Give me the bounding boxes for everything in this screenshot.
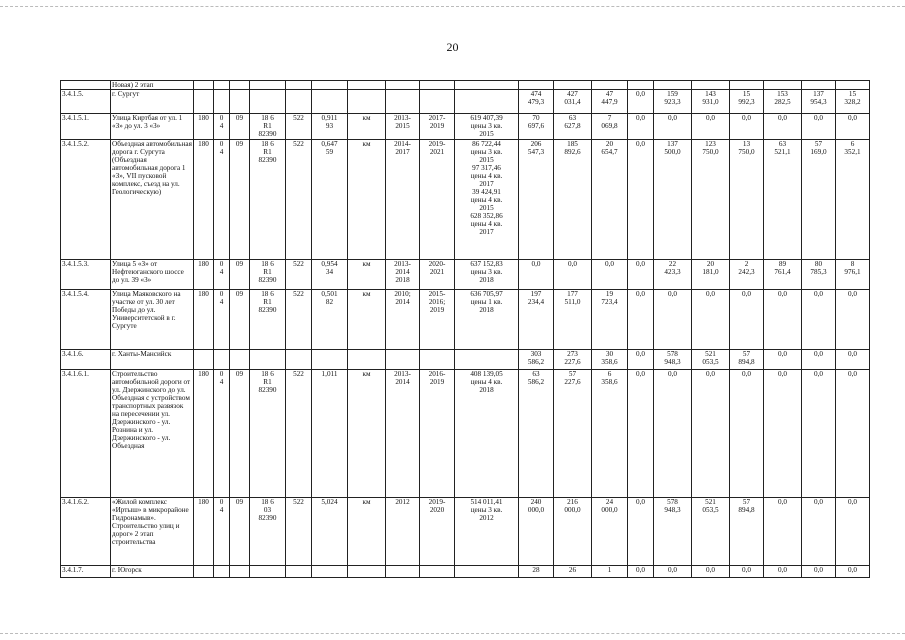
cell-c22: 0,0 (836, 498, 870, 566)
cell-c14: 216 000,0 (554, 498, 592, 566)
cell-c17: 578 948,3 (654, 498, 692, 566)
cell-c19: 0,0 (730, 566, 764, 578)
cell-c22: 15 328,2 (836, 90, 870, 114)
cell-c12: 514 011,41 цены 3 кв. 2012 (455, 498, 519, 566)
cell-c5: 09 (230, 498, 250, 566)
cell-c9 (348, 350, 386, 370)
cell-c4: 0 4 (214, 370, 230, 498)
scan-edge-top (0, 6, 905, 7)
cell-c14: 427 031,4 (554, 90, 592, 114)
cell-c11 (420, 566, 455, 578)
cell-code: 3.4.1.6. (61, 350, 111, 370)
cell-c9: км (348, 140, 386, 260)
cell-c3: 180 (194, 260, 214, 290)
cell-c10: 2013- 2014 2018 (386, 260, 420, 290)
cell-c19 (730, 81, 764, 90)
cell-c4: 0 4 (214, 114, 230, 140)
cell-c4 (214, 90, 230, 114)
cell-c3 (194, 90, 214, 114)
cell-c15: 20 654,7 (592, 140, 628, 260)
cell-c20: 0,0 (764, 290, 802, 350)
cell-c13: 63 586,2 (519, 370, 554, 498)
cell-c3: 180 (194, 290, 214, 350)
cell-c8 (312, 566, 348, 578)
cell-c3 (194, 350, 214, 370)
table-row (61, 290, 870, 350)
cell-c10: 2013- 2014 (386, 370, 420, 498)
cell-c4 (214, 350, 230, 370)
cell-c11: 2020- 2021 (420, 260, 455, 290)
cell-c20: 0,0 (764, 350, 802, 370)
cell-c9 (348, 81, 386, 90)
cell-c7: 522 (286, 290, 312, 350)
cell-c6: 18 6 03 82390 (250, 498, 286, 566)
cell-c6 (250, 81, 286, 90)
cell-c21 (802, 81, 836, 90)
cell-c4: 0 4 (214, 290, 230, 350)
cell-c7: 522 (286, 370, 312, 498)
cell-c6 (250, 350, 286, 370)
cell-c11: 2019- 2020 (420, 498, 455, 566)
cell-c5: 09 (230, 140, 250, 260)
cell-c20: 63 521,1 (764, 140, 802, 260)
cell-c21: 0,0 (802, 290, 836, 350)
cell-c12: 408 139,05 цены 4 кв. 2018 (455, 370, 519, 498)
cell-c16: 0,0 (628, 350, 654, 370)
cell-c14: 26 (554, 566, 592, 578)
cell-c18: 0,0 (692, 370, 730, 498)
cell-code: 3.4.1.5.2. (61, 140, 111, 260)
cell-c6: 18 6 R1 82390 (250, 140, 286, 260)
cell-c12: 86 722,44 цены 3 кв. 2015 97 317,46 цены 4 кв. 2017 39 424,91 цены 4 кв. 2015 628 352,86 цены 4 кв. 2017 (455, 140, 519, 260)
cell-c16: 0,0 (628, 290, 654, 350)
cell-c5: 09 (230, 370, 250, 498)
cell-c14: 185 892,6 (554, 140, 592, 260)
cell-c3 (194, 81, 214, 90)
table-row (61, 140, 870, 260)
cell-c18: 0,0 (692, 290, 730, 350)
cell-c22: 0,0 (836, 566, 870, 578)
cell-c16: 0,0 (628, 140, 654, 260)
cell-c6: 18 6 R1 82390 (250, 260, 286, 290)
cell-c8: 5,024 (312, 498, 348, 566)
cell-c21: 57 169,0 (802, 140, 836, 260)
cell-c9: км (348, 370, 386, 498)
cell-c16 (628, 81, 654, 90)
cell-c5: 09 (230, 290, 250, 350)
cell-name: Объездная автомобильная дорога г. Сургута (Объездная автомобильная дорога 1 «З», VII пусковой комплекс, съезд на ул. Геологическую) (111, 140, 194, 260)
cell-c20: 0,0 (764, 498, 802, 566)
cell-c4: 0 4 (214, 260, 230, 290)
cell-c21: 0,0 (802, 370, 836, 498)
table-body (61, 81, 870, 578)
scan-edge-bottom (0, 633, 905, 634)
cell-c15: 6 358,6 (592, 370, 628, 498)
cell-c16: 0,0 (628, 498, 654, 566)
cell-c20: 0,0 (764, 370, 802, 498)
cell-c7: 522 (286, 498, 312, 566)
cell-c6: 18 6 R1 82390 (250, 370, 286, 498)
cell-c9 (348, 566, 386, 578)
cell-c6 (250, 566, 286, 578)
cell-c18: 0,0 (692, 566, 730, 578)
cell-c9: км (348, 114, 386, 140)
cell-c18: 521 053,5 (692, 498, 730, 566)
cell-name: г. Югорск (111, 566, 194, 578)
cell-c15: 7 069,8 (592, 114, 628, 140)
cell-c14: 63 627,8 (554, 114, 592, 140)
cell-c9: км (348, 290, 386, 350)
cell-c4: 0 4 (214, 498, 230, 566)
cell-c8 (312, 90, 348, 114)
cell-code: 3.4.1.6.2. (61, 498, 111, 566)
cell-c12 (455, 81, 519, 90)
cell-c19: 13 750,0 (730, 140, 764, 260)
cell-c9 (348, 90, 386, 114)
cell-c11: 2016- 2019 (420, 370, 455, 498)
cell-c14 (554, 81, 592, 90)
cell-c6: 18 6 R1 82390 (250, 114, 286, 140)
cell-c20 (764, 81, 802, 90)
cell-c8: 0,954 34 (312, 260, 348, 290)
cell-c19: 57 894,8 (730, 498, 764, 566)
cell-c10: 2012 (386, 498, 420, 566)
cell-c19: 0,0 (730, 370, 764, 498)
cell-c14: 177 511,0 (554, 290, 592, 350)
cell-name: Новая) 2 этап (111, 81, 194, 90)
cell-c14: 0,0 (554, 260, 592, 290)
cell-c18: 143 931,0 (692, 90, 730, 114)
table-row (61, 370, 870, 498)
cell-c20: 153 282,5 (764, 90, 802, 114)
cell-c13: 70 697,6 (519, 114, 554, 140)
cell-c13: 303 586,2 (519, 350, 554, 370)
cell-c12: 619 407,39 цены 3 кв. 2015 (455, 114, 519, 140)
cell-c5 (230, 350, 250, 370)
cell-code (61, 81, 111, 90)
cell-c11 (420, 81, 455, 90)
cell-code: 3.4.1.5.3. (61, 260, 111, 290)
cell-c13: 0,0 (519, 260, 554, 290)
cell-c20: 89 761,4 (764, 260, 802, 290)
cell-c16: 0,0 (628, 114, 654, 140)
cell-c13 (519, 81, 554, 90)
cell-c21: 0,0 (802, 114, 836, 140)
cell-code: 3.4.1.5. (61, 90, 111, 114)
cell-c7 (286, 90, 312, 114)
cell-name: Строительство автомобильной дороги от ул. Дзержинского до ул. Объездная с устройством транспортных развязок на пересечении ул. Дзержинского - ул. Рознина и ул. Дзержинского - ул. Объездная (111, 370, 194, 498)
cell-c15: 30 358,6 (592, 350, 628, 370)
cell-c15: 47 447,9 (592, 90, 628, 114)
cell-c22: 8 976,1 (836, 260, 870, 290)
cell-c20: 0,0 (764, 566, 802, 578)
cell-c5: 09 (230, 260, 250, 290)
cell-code: 3.4.1.5.4. (61, 290, 111, 350)
cell-c16: 0,0 (628, 566, 654, 578)
cell-name: Улица 5 «З» от Нефтеюганского шоссе до ул. 39 «З» (111, 260, 194, 290)
cell-code: 3.4.1.6.1. (61, 370, 111, 498)
cell-c21: 0,0 (802, 498, 836, 566)
cell-c11 (420, 350, 455, 370)
cell-c15: 0,0 (592, 260, 628, 290)
cell-c13: 28 (519, 566, 554, 578)
cell-c17: 0,0 (654, 566, 692, 578)
page-number: 20 (446, 40, 459, 54)
table-row (61, 81, 870, 90)
cell-c10: 2014- 2017 (386, 140, 420, 260)
cell-c17: 0,0 (654, 114, 692, 140)
table-row (61, 350, 870, 370)
cell-c17: 0,0 (654, 290, 692, 350)
table-row (61, 260, 870, 290)
cell-c3: 180 (194, 498, 214, 566)
cell-c5: 09 (230, 114, 250, 140)
cell-c11 (420, 90, 455, 114)
cell-c17 (654, 81, 692, 90)
cell-c3: 180 (194, 114, 214, 140)
cell-name: «Жилой комплекс «Иртыш» в микрорайоне Гидронамыв». Строительство улиц и дорог» 2 этап строительства (111, 498, 194, 566)
cell-c19: 2 242,3 (730, 260, 764, 290)
cell-c22: 6 352,1 (836, 140, 870, 260)
table-row (61, 566, 870, 578)
cell-name: Улица Маяковского на участке от ул. 30 лет Победы до ул. Университетской в г. Сургуте (111, 290, 194, 350)
cell-c8: 0,647 59 (312, 140, 348, 260)
cell-c9: км (348, 498, 386, 566)
cell-c14: 57 227,6 (554, 370, 592, 498)
cell-c12 (455, 350, 519, 370)
cell-code: 3.4.1.5.1. (61, 114, 111, 140)
cell-c10 (386, 350, 420, 370)
cell-c6 (250, 90, 286, 114)
cell-c8: 1,011 (312, 370, 348, 498)
cell-c18: 123 750,0 (692, 140, 730, 260)
cell-c8: 0,501 82 (312, 290, 348, 350)
cell-c13: 240 000,0 (519, 498, 554, 566)
cell-c4 (214, 566, 230, 578)
cell-c7: 522 (286, 140, 312, 260)
cell-c6: 18 6 R1 82390 (250, 290, 286, 350)
cell-c7: 522 (286, 114, 312, 140)
cell-c7 (286, 566, 312, 578)
cell-name: г. Ханты-Мансийск (111, 350, 194, 370)
cell-c12: 636 705,97 цены 1 кв. 2018 (455, 290, 519, 350)
cell-c10: 2010; 2014 (386, 290, 420, 350)
cell-name: Улица Киртбая от ул. 1 «З» до ул. 3 «З» (111, 114, 194, 140)
cell-c3: 180 (194, 140, 214, 260)
cell-c22: 0,0 (836, 290, 870, 350)
cell-c17: 22 423,3 (654, 260, 692, 290)
cell-code: 3.4.1.7. (61, 566, 111, 578)
cell-c19: 15 992,3 (730, 90, 764, 114)
cell-c22: 0,0 (836, 350, 870, 370)
cell-c15 (592, 81, 628, 90)
cell-c18 (692, 81, 730, 90)
cell-c21: 0,0 (802, 566, 836, 578)
cell-name: г. Сургут (111, 90, 194, 114)
budget-table (60, 80, 870, 578)
cell-c7 (286, 81, 312, 90)
cell-c10: 2013- 2015 (386, 114, 420, 140)
cell-c18: 20 181,0 (692, 260, 730, 290)
table-row (61, 498, 870, 566)
cell-c17: 159 923,3 (654, 90, 692, 114)
cell-c4: 0 4 (214, 140, 230, 260)
cell-c17: 578 948,3 (654, 350, 692, 370)
cell-c12: 637 152,83 цены 3 кв. 2018 (455, 260, 519, 290)
cell-c11: 2019- 2021 (420, 140, 455, 260)
cell-c3: 180 (194, 370, 214, 498)
cell-c7: 522 (286, 260, 312, 290)
cell-c16: 0,0 (628, 90, 654, 114)
cell-c8: 0,911 93 (312, 114, 348, 140)
cell-c11: 2017- 2019 (420, 114, 455, 140)
cell-c21: 137 954,3 (802, 90, 836, 114)
cell-c15: 19 723,4 (592, 290, 628, 350)
cell-c16: 0,0 (628, 370, 654, 498)
cell-c21: 0,0 (802, 350, 836, 370)
cell-c18: 0,0 (692, 114, 730, 140)
cell-c9: км (348, 260, 386, 290)
cell-c13: 206 547,3 (519, 140, 554, 260)
cell-c11: 2015- 2016; 2019 (420, 290, 455, 350)
cell-c8 (312, 81, 348, 90)
cell-c5 (230, 90, 250, 114)
cell-c10 (386, 81, 420, 90)
cell-c18: 521 053,5 (692, 350, 730, 370)
cell-c16: 0,0 (628, 260, 654, 290)
cell-c21: 80 785,3 (802, 260, 836, 290)
cell-c7 (286, 350, 312, 370)
cell-c15: 1 (592, 566, 628, 578)
cell-c17: 0,0 (654, 370, 692, 498)
cell-c3 (194, 566, 214, 578)
cell-c14: 273 227,6 (554, 350, 592, 370)
table-row (61, 90, 870, 114)
cell-c19: 0,0 (730, 114, 764, 140)
cell-c10 (386, 90, 420, 114)
cell-c20: 0,0 (764, 114, 802, 140)
cell-c10 (386, 566, 420, 578)
cell-c5 (230, 81, 250, 90)
cell-c4 (214, 81, 230, 90)
cell-c8 (312, 350, 348, 370)
cell-c15: 24 000,0 (592, 498, 628, 566)
cell-c22: 0,0 (836, 114, 870, 140)
cell-c12 (455, 90, 519, 114)
cell-c5 (230, 566, 250, 578)
cell-c22: 0,0 (836, 370, 870, 498)
cell-c17: 137 500,0 (654, 140, 692, 260)
cell-c22 (836, 81, 870, 90)
table-row (61, 114, 870, 140)
cell-c13: 474 479,3 (519, 90, 554, 114)
cell-c12 (455, 566, 519, 578)
cell-c19: 0,0 (730, 290, 764, 350)
cell-c19: 57 894,8 (730, 350, 764, 370)
cell-c13: 197 234,4 (519, 290, 554, 350)
